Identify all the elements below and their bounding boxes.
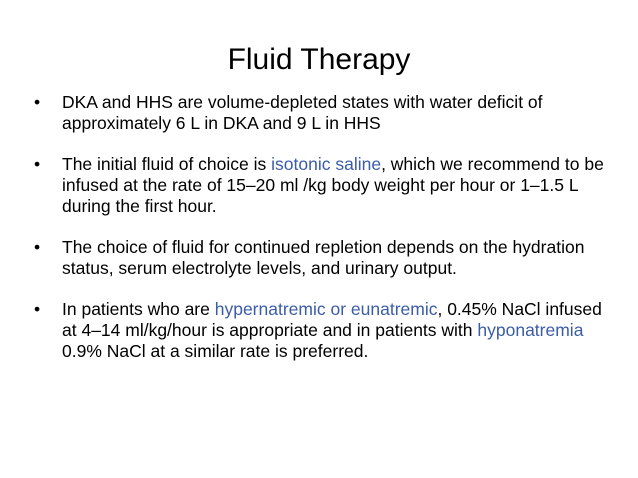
- bullet-list: [32, 92, 612, 382]
- bullet-text: In patients who are: [62, 299, 215, 319]
- bullet-text: The choice of fluid for continued repletion depends on the hydration status, serum electrolyte levels, and urinary output.: [62, 237, 585, 278]
- bullet-text: DKA and HHS are volume-depleted states with water deficit of approximately 6 L in DKA and 9 L in HHS: [62, 92, 543, 133]
- bullet-text: , 0.45% NaCl infused at 4–14 ml/kg/hour is appropriate and in patients with: [62, 299, 602, 340]
- bullet-text: The initial fluid of choice is: [62, 154, 272, 174]
- bullet-item-water-deficit: [32, 92, 612, 134]
- bullet-marker: •: [34, 92, 41, 112]
- highlight-hyponatremia: hyponatremia: [477, 320, 584, 340]
- bullet-marker: •: [34, 237, 41, 257]
- slide-title: Fluid Therapy: [227, 43, 411, 76]
- highlight-hypernatremic-eunatremic: hypernatremic or eunatremic: [214, 299, 438, 319]
- bullet-item-sodium-status: [32, 299, 612, 362]
- bullet-text: 0.9% NaCl at a similar rate is preferred.: [62, 341, 369, 361]
- highlight-isotonic-saline: isotonic saline: [271, 154, 382, 174]
- bullet-text: , which we recommend to be infused at the rate of 15–20 ml /kg body weight per hour or 1–1.5 L during the first hour.: [62, 154, 604, 216]
- bullet-marker: •: [34, 299, 41, 319]
- bullet-item-continued-repletion: [32, 237, 612, 279]
- bullet-item-initial-fluid: [32, 154, 612, 217]
- bullet-marker: •: [34, 154, 41, 174]
